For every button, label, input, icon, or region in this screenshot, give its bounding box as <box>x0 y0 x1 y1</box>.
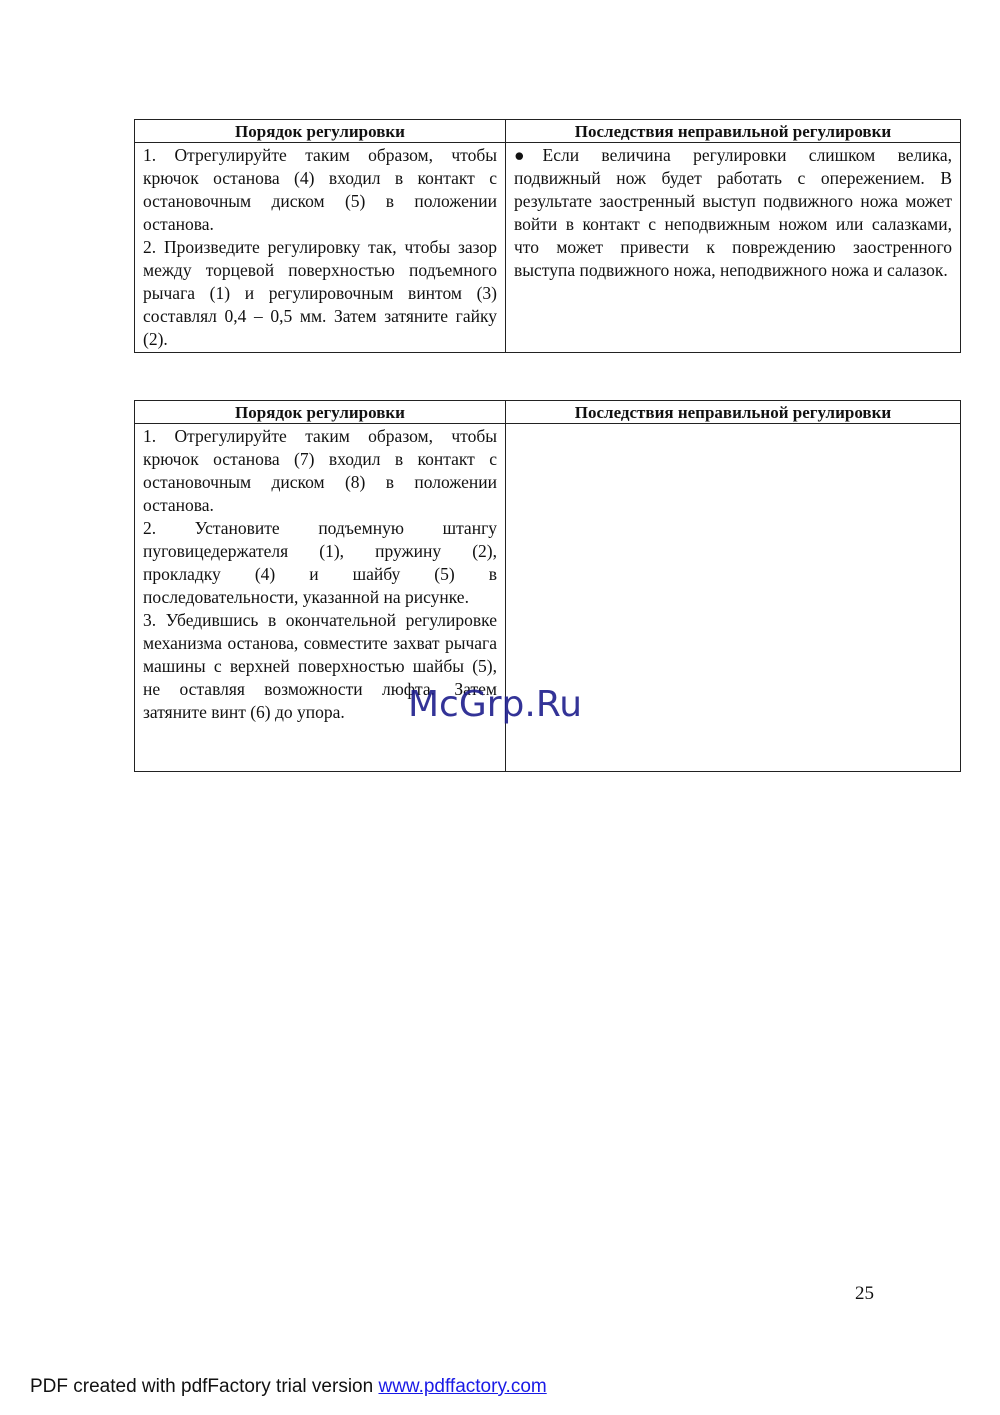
watermark: McGrp.Ru <box>408 684 583 725</box>
header-consequences: Последствия неправильной регулировки <box>506 120 961 143</box>
step-1: 1. Отрегулируйте таким образом, чтобы крючок останова (4) входил в контакт с остановочным диском (5) в положении останова. <box>143 145 497 234</box>
pdf-footer <box>30 1376 547 1398</box>
header-consequences: Последствия неправильной регулировки <box>506 401 961 424</box>
adjustment-table-1 <box>134 119 961 353</box>
step-2: 2. Произведите регулировку так, чтобы зазор между торцевой поверхностью подъемного рычага (1) и регулировочным винтом (3) составлял 0,4 – 0,5 мм. Затем затяните гайку (2). <box>143 237 497 349</box>
footer-text: PDF created with pdfFactory trial version <box>30 1376 379 1397</box>
step-2: 2. Установите подъемную штангу пуговицедержателя (1), пружину (2), прокладку (4) и шайбу (5) в последовательности, указанной на рисунке. <box>143 518 497 607</box>
step-3: 3. Убедившись в окончательной регулировке механизма останова, совместите захват рычага машины с верхней поверхностью шайбы (5), не оставляя возможности люфта. Затем затяните винт (6) до упора. <box>143 610 497 722</box>
page-number: 25 <box>855 1283 874 1304</box>
step-1: 1. Отрегулируйте таким образом, чтобы крючок останова (7) входил в контакт с остановочным диском (8) в положении останова. <box>143 426 497 515</box>
header-adjustment-order: Порядок регулировки <box>135 120 506 143</box>
footer-link[interactable]: www.pdffactory.com <box>378 1376 547 1397</box>
consequences-text: ●Если величина регулировки слишком велика, подвижный нож будет работать с опережением. В результате заостренный выступ подвижного ножа может войти в контакт с неподвижным ножом или салазками, что может привести к повреждению заостренного выступа подвижного ножа, неподвижного ножа и салазок. <box>514 145 952 280</box>
consequences-cell <box>506 143 961 353</box>
header-adjustment-order: Порядок регулировки <box>135 401 506 424</box>
adjustment-steps-cell <box>135 143 506 353</box>
